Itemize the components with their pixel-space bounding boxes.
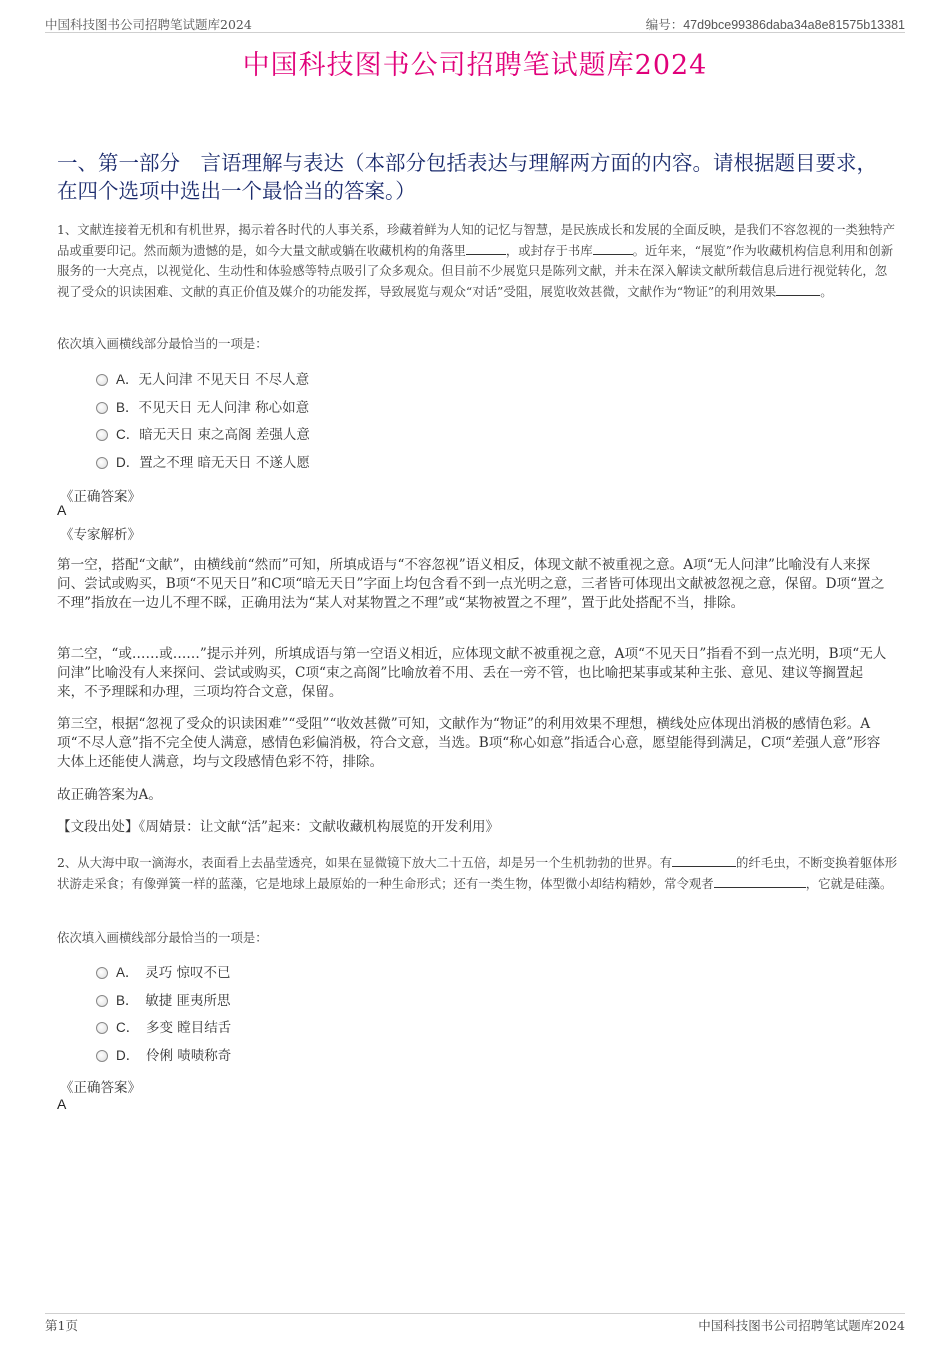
q1-source: 【文段出处】《周婧景：让文献“活”起来：文献收藏机构展览的开发利用》 <box>57 819 500 835</box>
question-1-prompt: 依次填入画横线部分最恰当的一项是： <box>57 336 268 351</box>
question-2-text: 2、从大海中取一滴海水，表面看上去晶莹透亮，如果在显微镜下放大二十五倍，却是另一个生机勃勃的世界。有 的纤毛虫，不断变换着躯体形状游走采食；有像弹簧一样的蓝藻，它是地球上最原始的一种生命形式；还有一类生物，体型微小却结构精妙，常令观者 ，它就是硅藻。 <box>57 855 898 891</box>
q2-option-d[interactable]: D． 伶俐 啧啧称奇 <box>96 1046 231 1066</box>
section-heading: 一、第一部分 言语理解与表达（本部分包括表达与理解两方面的内容。请根据题目要求，在四个选项中选出一个最恰当的答案。） <box>57 151 877 203</box>
radio-icon[interactable] <box>96 1050 108 1062</box>
q1-analysis-paragraph-2: 第二空，“或……或……”提示并列，所填成语与第一空语义相近，应体现文献不被重视之意，A项“不见天日”指看不到一点光明，B项“无人问津”比喻没有人来探问、尝试或购买，C项“束之高阁”比喻放着不用、丢在一旁不管，也比喻把某事或某种主张、意见、建议等搁置起来，不予理睬和办理，三项均符合文意，保留。 <box>57 646 887 700</box>
fill-blank-2 <box>714 875 806 888</box>
q1-answer-label: 《正确答案》 <box>60 489 141 505</box>
radio-icon[interactable] <box>96 402 108 414</box>
q1-option-c[interactable]: C．暗无天日 束之高阁 差强人意 <box>96 425 310 445</box>
radio-icon[interactable] <box>96 995 108 1007</box>
fill-blank-2 <box>593 242 633 255</box>
q2-option-a[interactable]: A． 灵巧 惊叹不已 <box>96 963 231 983</box>
q1-analysis-paragraph-3: 第三空，根据“忽视了受众的识读困难”“受阻”“收效甚微”可知，文献作为“物证”的利用效果不理想，横线处应体现出消极的感情色彩。A项“不尽人意”指不完全使人满意，感情色彩偏消极，符合文意，当选。B项“称心如意”指适合心意，愿望能得到满足，C项“差强人意”形容大体上还能使人满意，均与文段感情色彩不符，排除。 <box>57 716 881 770</box>
header-title: 中国科技图书公司招聘笔试题库2024 <box>45 17 252 32</box>
q1-conclusion: 故正确答案为A。 <box>57 787 162 803</box>
fill-blank-1 <box>466 242 506 255</box>
q2-answer-label: 《正确答案》 <box>60 1080 141 1096</box>
q1-analysis-label: 《专家解析》 <box>60 527 141 543</box>
page-footer <box>45 1313 905 1333</box>
question-1-text: 1、文献连接着无机和有机世界，揭示着各时代的人事关系，珍藏着鲜为人知的记忆与智慧，是民族成长和发展的全面反映，是我们不容忽视的一类独特产品或重要印记。然而颇为遗憾的是，如今大量文献或躺在收藏机构的角落里 ，或封存于书库 。近年来，“展览”作为收藏机构信息利用和创新服务的一大亮点，以视觉化、生动性和体验感等特点吸引了众多观众。但目前不少展览只是陈列文献，并未在深入解读文献所载信息后进行视觉转化，忽视了受众的识读困难、文献的真正价值及媒介的功能发挥，导致展览与观众“对话”受阻，展览收效甚微，文献作为“物证”的利用效果 。 <box>57 222 896 299</box>
q1-option-a[interactable]: A．无人问津 不见天日 不尽人意 <box>96 370 309 390</box>
fill-blank-3 <box>776 283 820 296</box>
q1-answer: A <box>57 502 67 518</box>
footer-title: 中国科技图书公司招聘笔试题库2024 <box>698 1318 905 1333</box>
radio-icon[interactable] <box>96 374 108 386</box>
radio-icon[interactable] <box>96 429 108 441</box>
question-2-prompt: 依次填入画横线部分最恰当的一项是： <box>57 930 268 945</box>
radio-icon[interactable] <box>96 967 108 979</box>
radio-icon[interactable] <box>96 1022 108 1034</box>
header-serial-number: 编号：47d9bce99386daba34a8e81575b13381 <box>645 18 905 32</box>
q1-analysis-paragraph-1: 第一空，搭配“文献”，由横线前“然而”可知，所填成语与“不容忽视”语义相反，体现文献不被重视之意。A项“无人问津”比喻没有人来探问、尝试或购买，B项“不见天日”和C项“暗无天日”字面上均包含看不到一点光明之意，三者皆可体现出文献被忽视之意，保留。D项“置之不理”指放在一边儿不理不睬，正确用法为“某人对某物置之不理”或“某物被置之不理”，置于此处搭配不当，排除。 <box>57 557 885 611</box>
q1-option-b[interactable]: B．不见天日 无人问津 称心如意 <box>96 398 309 418</box>
page-number: 第1页 <box>45 1318 78 1333</box>
q2-option-b[interactable]: B． 敏捷 匪夷所思 <box>96 991 231 1011</box>
fill-blank-1 <box>672 854 736 867</box>
q2-answer: A <box>57 1096 67 1112</box>
document-title: 中国科技图书公司招聘笔试题库2024 <box>242 50 708 81</box>
radio-icon[interactable] <box>96 457 108 469</box>
q2-option-c[interactable]: C． 多变 瞠目结舌 <box>96 1018 231 1038</box>
q1-option-d[interactable]: D．置之不理 暗无天日 不遂人愿 <box>96 453 310 473</box>
page-header <box>45 14 905 33</box>
